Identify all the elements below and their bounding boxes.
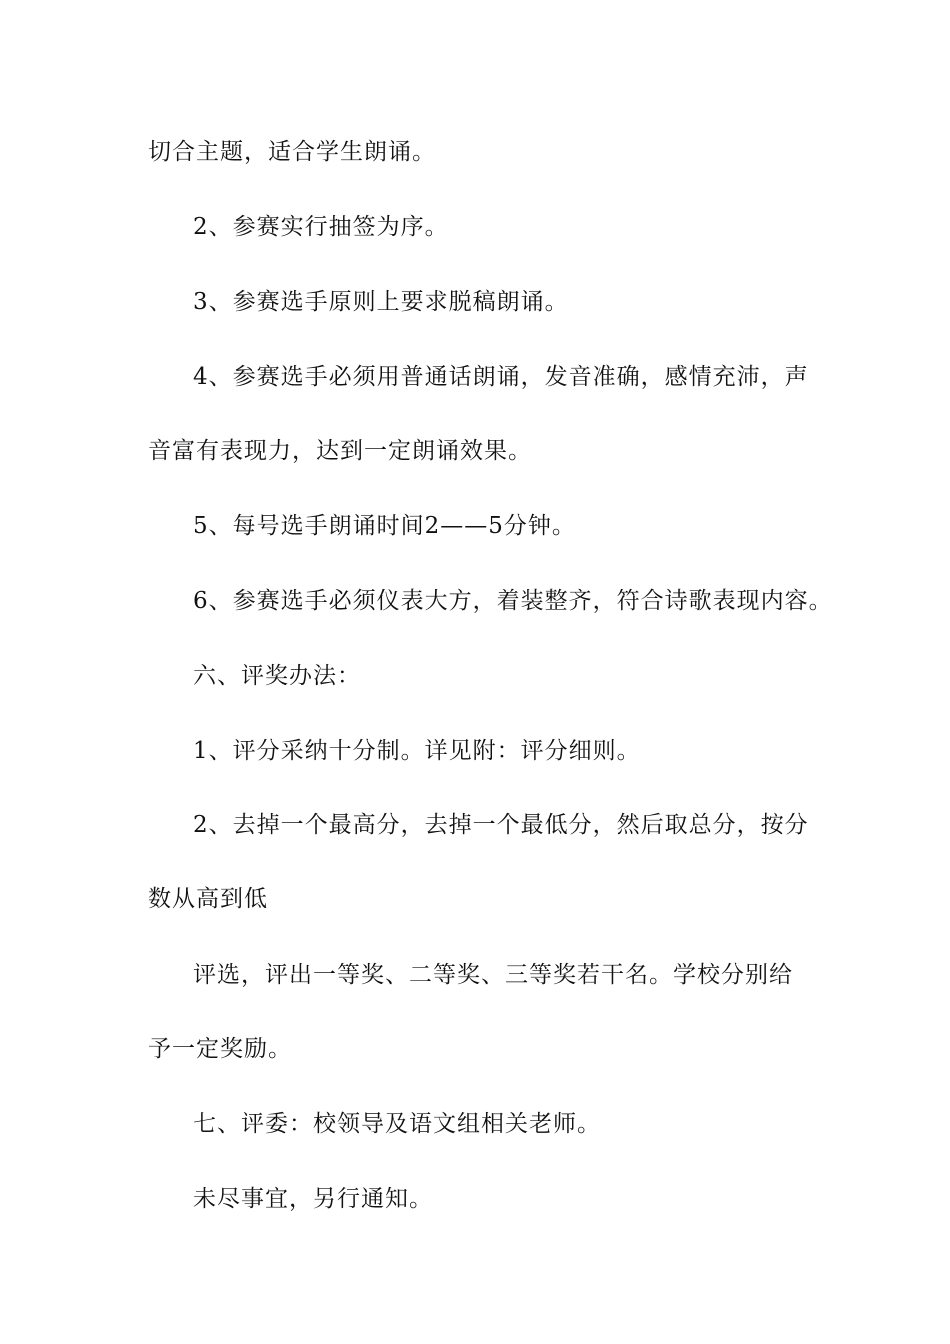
section-heading: 七、评委：校领导及语文组相关老师。 [193,1111,601,1137]
paragraph-line: 未尽事宜，另行通知。 [193,1186,433,1212]
paragraph-line: 3、参赛选手原则上要求脱稿朗诵。 [193,289,569,315]
paragraph-line: 切合主题，适合学生朗诵。 [148,139,436,165]
paragraph-line: 予一定奖励。 [148,1036,292,1062]
paragraph-line: 评选，评出一等奖、二等奖、三等奖若干名。学校分别给 [193,962,793,988]
paragraph-line: 6、参赛选手必须仪表大方，着装整齐，符合诗歌表现内容。 [193,588,833,614]
section-heading: 六、评奖办法： [193,663,361,689]
paragraph-line: 2、去掉一个最高分，去掉一个最低分，然后取总分，按分 [193,812,809,838]
paragraph-line: 音富有表现力，达到一定朗诵效果。 [148,438,532,464]
paragraph-line: 5、每号选手朗诵时间2——5分钟。 [193,513,576,539]
paragraph-line: 数从高到低 [148,886,268,912]
paragraph-line: 1、评分采纳十分制。详见附：评分细则。 [193,738,641,764]
paragraph-line: 2、参赛实行抽签为序。 [193,214,449,240]
paragraph-line: 4、参赛选手必须用普通话朗诵，发音准确，感情充沛，声 [193,364,809,390]
